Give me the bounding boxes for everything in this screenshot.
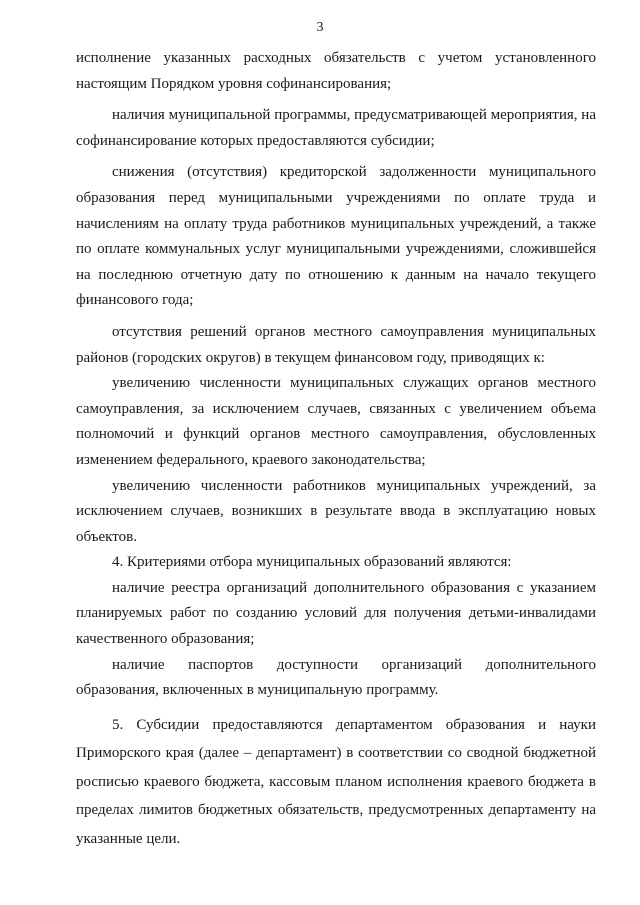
paragraph-registry: наличие реестра организаций дополнительного образования с указанием планируемых работ по созданию условий для получения детьми-инвалидами качественного образования; — [76, 579, 596, 648]
paragraph-criteria: 4. Критериями отбора муниципальных образований являются: — [112, 554, 512, 571]
document-body — [76, 46, 596, 853]
paragraph-municipal-program: наличия муниципальной программы, предусматривающей мероприятия, на софинансирование которых предоставляются субсидии; — [76, 107, 596, 149]
page-number: 3 — [316, 20, 324, 35]
paragraph-continuation: исполнение указанных расходных обязательств с учетом установленного настоящим Порядком уровня софинансирования; — [76, 50, 596, 92]
paragraph-no-decisions: отсутствия решений органов местного самоуправления муниципальных районов (городских округов) в текущем финансовом году, приводящих к: — [76, 323, 596, 366]
paragraph-staff-increase: увеличению численности муниципальных служащих органов местного самоуправления, за исключением случаев, связанных с увеличением объема полномочий и функций органов местного самоуправления, обусловленных изменением федерального, краевого законодательства; — [76, 375, 596, 468]
paragraph-passports: наличие паспортов доступности организаций дополнительного образования, включенных в муниципальную программу. — [76, 656, 596, 699]
paragraph-subsidies: 5. Субсидии предоставляются департаментом образования и науки Приморского края (далее – департамент) в соответствии со сводной бюджетной росписью краевого бюджета, кассовым планом исполнения краевого бюджета в пределах лимитов бюджетных обязательств, предусмотренных департаменту на указанные цели. — [76, 716, 596, 847]
paragraph-workers-increase: увеличению численности работников муниципальных учреждений, за исключением случаев, возникших в результате ввода в эксплуатацию новых объектов. — [76, 477, 596, 545]
paragraph-debt-reduction: снижения (отсутствия) кредиторской задолженности муниципального образования перед муниципальными учреждениями по оплате труда и начислениям на оплату труда работников муниципальных учреждений, а также по оплате коммунальных услуг муниципальными учреждениями, сложившейся на последнюю отчетную дату по отношению к данным на начало текущего финансового года; — [76, 164, 596, 309]
